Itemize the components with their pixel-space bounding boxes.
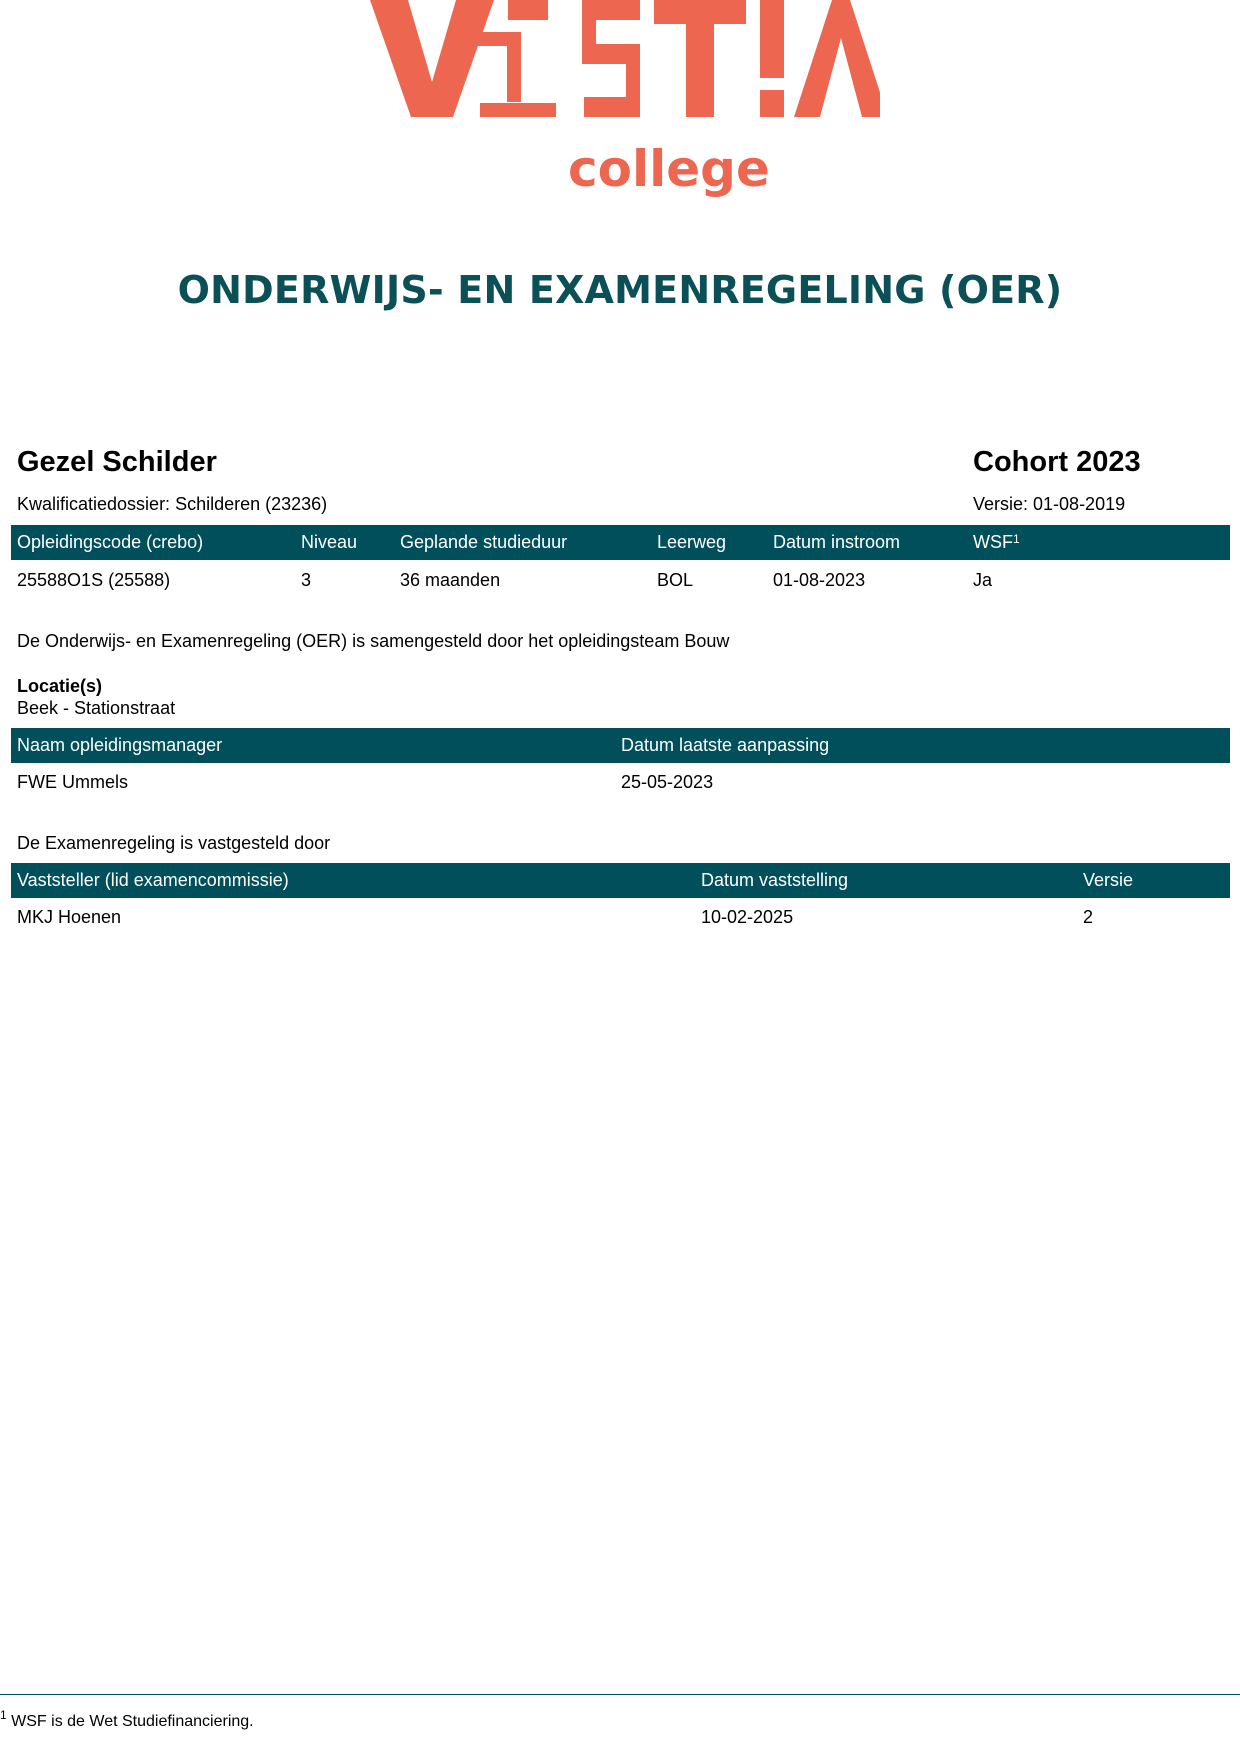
cell-datum-instroom: 01-08-2023 — [773, 570, 866, 590]
logo-sub-text: college — [568, 140, 770, 198]
cell-studieduur: 36 maanden — [400, 570, 501, 590]
cell-opleidingscode: 25588O1S (25588) — [17, 570, 171, 590]
dossier-version: Versie: 01-08-2019 — [973, 494, 1126, 514]
locations-value: Beek - Stationstraat — [17, 698, 176, 718]
col-leerweg: Leerweg — [657, 532, 727, 552]
cell-datum-vaststelling: 10-02-2025 — [701, 907, 794, 927]
footnote-divider — [0, 1694, 1240, 1695]
team-statement: De Onderwijs- en Examenregeling (OER) is samengesteld door het opleidingsteam Bouw — [17, 631, 730, 651]
col-versie: Versie — [1083, 870, 1134, 890]
col-niveau: Niveau — [301, 532, 358, 552]
col-studieduur: Geplande studieduur — [400, 532, 568, 552]
col-laatste-aanpassing: Datum laatste aanpassing — [621, 735, 830, 755]
cell-versie: 2 — [1083, 907, 1094, 927]
table-row — [11, 907, 1230, 931]
footnote — [0, 1708, 254, 1731]
col-wsf-label: WSF — [973, 532, 1013, 552]
exam-statement: De Examenregeling is vastgesteld door — [17, 833, 331, 853]
cell-vaststeller: MKJ Hoenen — [17, 907, 122, 927]
cell-laatste-aanpassing: 25-05-2023 — [621, 772, 714, 792]
col-opleidingscode: Opleidingscode (crebo) — [17, 532, 204, 552]
document-title: ONDERWIJS- EN EXAMENREGELING (OER) — [177, 268, 1063, 312]
wsf-footnote-ref: 1 — [1013, 532, 1020, 546]
col-datum-instroom: Datum instroom — [773, 532, 901, 552]
footnote-text: WSF is de Wet Studiefinanciering. — [11, 1713, 254, 1730]
cell-leerweg: BOL — [657, 570, 694, 590]
cell-wsf: Ja — [973, 570, 993, 590]
locations-label: Locatie(s) — [17, 676, 103, 696]
col-datum-vaststelling: Datum vaststelling — [701, 870, 849, 890]
table-row — [11, 570, 1230, 594]
cell-opleidingsmanager: FWE Ummels — [17, 772, 128, 792]
program-name: Gezel Schilder — [17, 446, 217, 478]
footnote-number: 1 — [0, 1708, 7, 1722]
table3-header — [11, 863, 1230, 898]
vista-college-logo — [360, 0, 880, 210]
qualification-dossier: Kwalificatiedossier: Schilderen (23236) — [17, 494, 328, 514]
cell-niveau: 3 — [301, 570, 312, 590]
table-row — [11, 772, 1230, 796]
table1-header — [11, 525, 1230, 560]
cohort-label: Cohort 2023 — [973, 446, 1141, 478]
col-wsf — [973, 525, 1020, 560]
col-vaststeller: Vaststeller (lid examencommissie) — [17, 870, 289, 890]
table2-header — [11, 728, 1230, 763]
col-opleidingsmanager: Naam opleidingsmanager — [17, 735, 223, 755]
